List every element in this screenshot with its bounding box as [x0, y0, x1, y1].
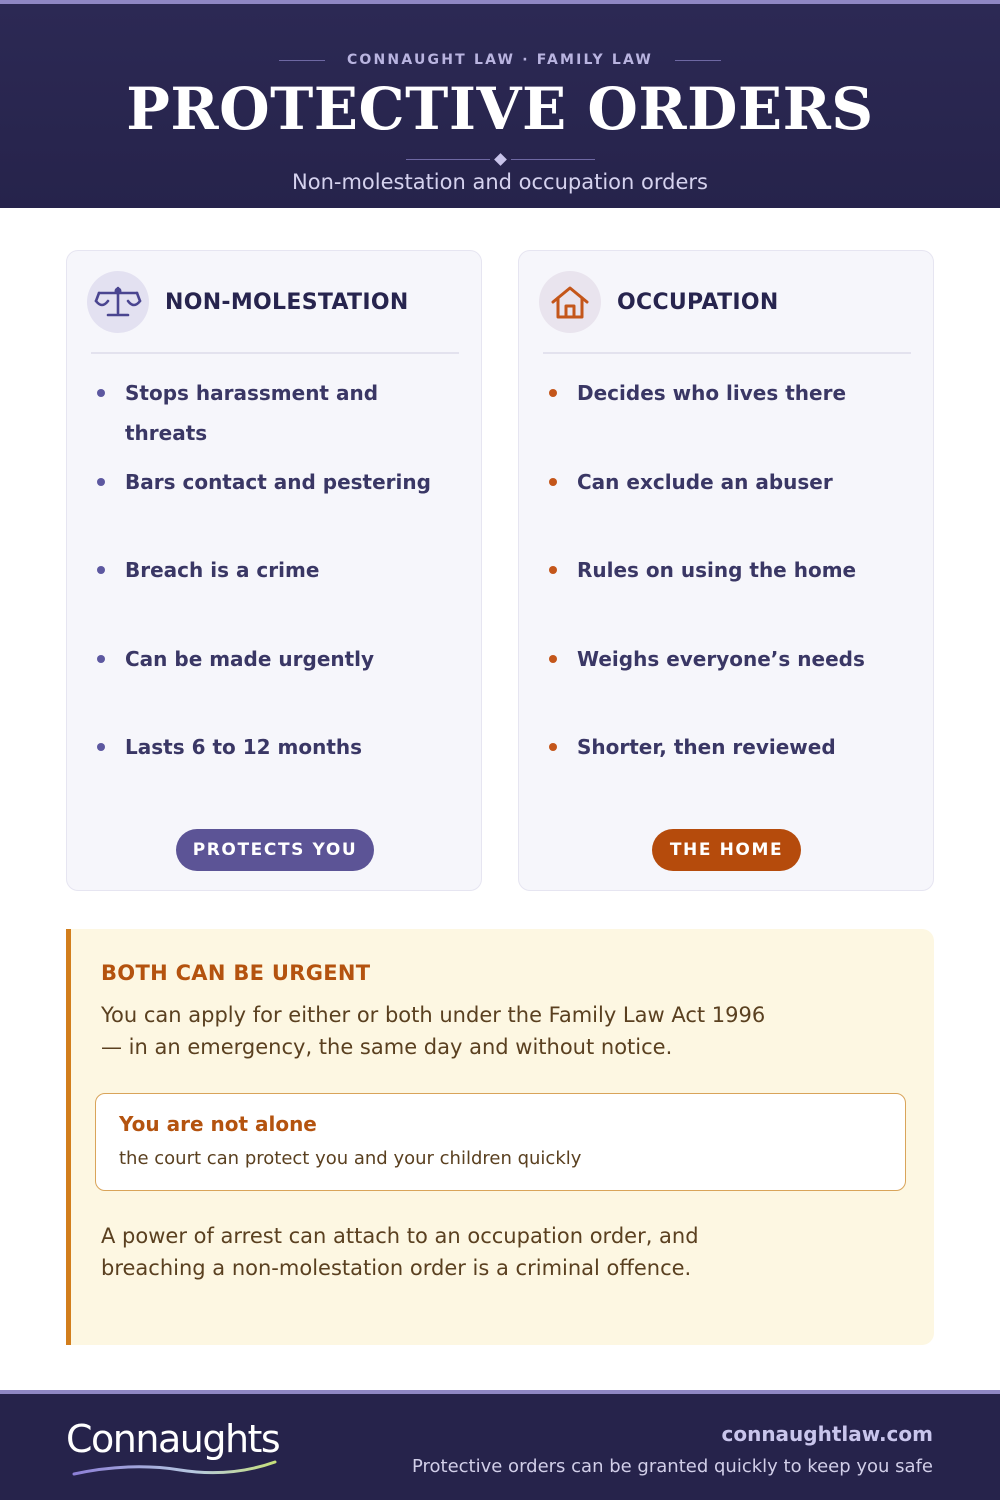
card-divider [543, 352, 911, 354]
divider-line-left [406, 159, 490, 160]
eyebrow-row [0, 48, 1000, 72]
callout-footnote: A power of arrest can attach to an occupation order, and breaching a non-molestation order is a criminal offence. [101, 1224, 699, 1280]
connaughts-logo [66, 1414, 286, 1480]
list-item [549, 373, 919, 462]
divider-line-right [511, 159, 595, 160]
list-item-text: Can exclude an abuser [577, 469, 833, 494]
list-item-text: Decides who lives there [577, 381, 847, 405]
urgent-callout [66, 929, 934, 1345]
list-item [97, 550, 467, 639]
logo-wordmark: Connaughts [66, 1417, 280, 1461]
card-divider [91, 352, 459, 354]
list-item [97, 639, 467, 728]
callout-body: You can apply for either or both under the Family Law Act 1996 — in an emergency, the same day and without notice. [101, 1003, 766, 1059]
list-item-text: Breach is a crime [125, 558, 320, 582]
bullet-dot-icon [97, 655, 105, 663]
list-item-text: Bars contact and pestering [125, 469, 431, 494]
bullet-dot-icon [549, 389, 557, 397]
bullet-dot-icon [97, 478, 105, 486]
swoosh-icon [70, 1458, 280, 1480]
card-title: OCCUPATION [617, 289, 779, 315]
page-subtitle: Non-molestation and occupation orders [292, 170, 708, 194]
card-title: NON-MOLESTATION [165, 289, 409, 315]
page-title: PROTECTIVE ORDERS [126, 75, 874, 143]
reassurance-text: the court can protect you and your children quickly [119, 1148, 582, 1169]
eyebrow-divider-left [279, 60, 325, 61]
footer [0, 1390, 1000, 1500]
list-item [549, 462, 919, 551]
card-badge: THE HOME [652, 829, 801, 871]
callout-heading: BOTH CAN BE URGENT [101, 961, 371, 985]
bullet-list [549, 373, 919, 816]
card-header [87, 271, 409, 333]
list-item [549, 550, 919, 639]
bullet-dot-icon [549, 655, 557, 663]
reassurance-title: You are not alone [119, 1112, 317, 1136]
reassurance-box [95, 1093, 906, 1191]
list-item-text: Rules on using the home [577, 558, 857, 582]
list-item-text: Weighs everyone’s needs [577, 646, 865, 671]
scales-icon [87, 271, 149, 333]
list-item [549, 639, 919, 728]
bullet-list [97, 373, 467, 816]
bullet-dot-icon [97, 743, 105, 751]
card-non-molestation [66, 250, 482, 891]
footer-tagline: Protective orders can be granted quickly to keep you safe [411, 1456, 933, 1477]
website-link[interactable]: connaughtlaw.com [721, 1422, 933, 1446]
list-item [549, 727, 919, 816]
card-badge: PROTECTS YOU [176, 829, 374, 871]
bullet-dot-icon [549, 566, 557, 574]
house-icon [539, 271, 601, 333]
bullet-dot-icon [549, 743, 557, 751]
card-occupation [518, 250, 934, 891]
eyebrow-divider-right [675, 60, 721, 61]
list-item [97, 462, 467, 551]
header-banner [0, 0, 1000, 208]
card-header [539, 271, 779, 333]
diamond-icon [494, 153, 507, 166]
list-item-text: Stops harassment and threats [125, 381, 379, 445]
bullet-dot-icon [97, 389, 105, 397]
list-item-text: Can be made urgently [125, 646, 375, 671]
ornamental-divider [0, 152, 1000, 166]
list-item [97, 727, 467, 816]
list-item-text: Shorter, then reviewed [577, 735, 836, 759]
bullet-dot-icon [549, 478, 557, 486]
bullet-dot-icon [97, 566, 105, 574]
list-item [97, 373, 467, 462]
eyebrow-text: CONNAUGHT LAW · FAMILY LAW [346, 52, 654, 68]
list-item-text: Lasts 6 to 12 months [125, 735, 363, 759]
